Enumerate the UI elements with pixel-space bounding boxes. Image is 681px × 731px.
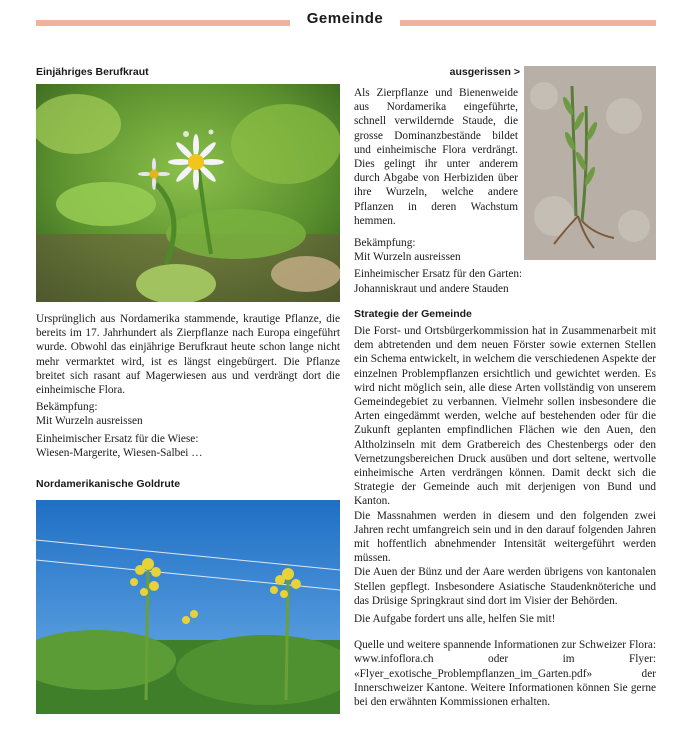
bekampfung-label: Bekämpfung: xyxy=(36,401,98,414)
goldrute-description: Als Zierpflanze und Bienenweide aus Nordamerika eingeführte, schnell verwildernde Staude, die grosse Dominanzbestände bildet und einheimische Flora verdrängt. Dies gelingt ihr unter anderem durch Abgabe von Herbiziden über ihre Wurzeln, welche andere Pflanzen in deren Wachstum hemmen. xyxy=(354,87,518,227)
strategie-paragraph-1: Die Forst- und Ortsbürgerkommission hat in Zusammenarbeit mit dem abtretenden und dem neuen Förster sowie externen Stellen ein Schema entwickelt, in welchem die verschiedenen Aspekte der einzelnen Problempflanzen ersichtlich und gewichtet werden. Es wird nicht möglich sein, alle diese Arten vollständig von unserem Gemeindegebiet zu verbannen. Vielmehr sollen insbesondere die Arten eingedämmt werden, welche auf bestehenden oder für die Zukunft geplanten empfindlichen Flächen wie den Auen, den Altholzinseln mit dem Gratbereich des Chestenbergs oder den Vernetzungsbereichen Druck ausüben und dort seltene, wertvolle einheimische Arten verdrängen können. Damit deckt sich die Strategie der Gemeinde auch mit derjenigen von Bund und Kanton. xyxy=(354,325,656,508)
goldrute-description-wrap xyxy=(354,86,518,228)
bekampfung-value: Mit Wurzeln ausreissen xyxy=(36,415,143,428)
strategie-section xyxy=(354,308,656,709)
goldrute-ersatz-label: Einheimischer Ersatz für den Garten: xyxy=(354,268,523,281)
page-header xyxy=(0,10,681,36)
section-heading-goldrute: Nordamerikanische Goldrute xyxy=(36,478,181,490)
source-paragraph: Quelle und weitere spannende Informationen zur Schweizer Flora: www.infoflora.ch oder im Flyer: «Flyer_exotische_Problempflanzen_im_Garten.pdf» der Innerschweizer Kantone. Weitere Informationen können Sie gerne bei den erwähnten Kommissionen erhalten. xyxy=(354,639,656,709)
strategie-paragraph-4: Die Aufgabe fordert uns alle, helfen Sie mit! xyxy=(354,613,556,626)
fleabane-photo xyxy=(36,84,340,302)
ersatz-value: Wiesen-Margerite, Wiesen-Salbei … xyxy=(36,446,203,459)
strategie-paragraph-3: Die Auen der Bünz und der Aare werden übrigens von kantonalen Stellen gepflegt. Insbesondere Asiatische Staudenknöteriche und das Drüsige Springkraut sind dort im Visier der Behörden. xyxy=(354,566,656,607)
section-heading-berufkraut: Einjähriges Berufkraut xyxy=(36,66,149,78)
section-heading-strategie: Strategie der Gemeinde xyxy=(354,308,472,320)
uprooted-plant-photo xyxy=(524,66,656,260)
goldrute-heading-wrap xyxy=(36,478,340,490)
ersatz-label: Einheimischer Ersatz für die Wiese: xyxy=(36,432,199,445)
left-column xyxy=(36,66,340,78)
goldrute-info xyxy=(354,236,656,296)
ausgerissen-caption: ausgerissen > xyxy=(449,66,520,78)
header-rule-right xyxy=(400,20,656,26)
header-rule-left xyxy=(36,20,290,26)
page-title: Gemeinde xyxy=(306,10,384,27)
goldrute-ersatz-value: Johanniskraut und andere Stauden xyxy=(354,282,509,295)
berufkraut-description: Ursprünglich aus Nordamerika stammende, krautige Pflanze, die bereits im 17. Jahrhundert als Zierpflanze nach Europa eingeführt wurde. Obwohl das einjährige Berufkraut heute schon lange nicht mehr vermarktet wird, ist es längst eingebürgert. Die Pflanze breitet sich rasant auf Magerwiesen aus und verdrängt dort die einheimische Flora. xyxy=(36,313,340,397)
goldenrod-photo xyxy=(36,500,340,714)
left-text-block xyxy=(36,312,340,460)
goldrute-bekampfung-value: Mit Wurzeln ausreissen xyxy=(354,251,461,264)
goldrute-bekampfung-label: Bekämpfung: xyxy=(354,237,416,249)
strategie-paragraph-2: Die Massnahmen werden in diesem und den folgenden zwei Jahren recht umfangreich sein und in den darauf folgenden Jahren mit hoffentlich abnehmender Intensität weitergeführt werden müssen. xyxy=(354,509,656,565)
